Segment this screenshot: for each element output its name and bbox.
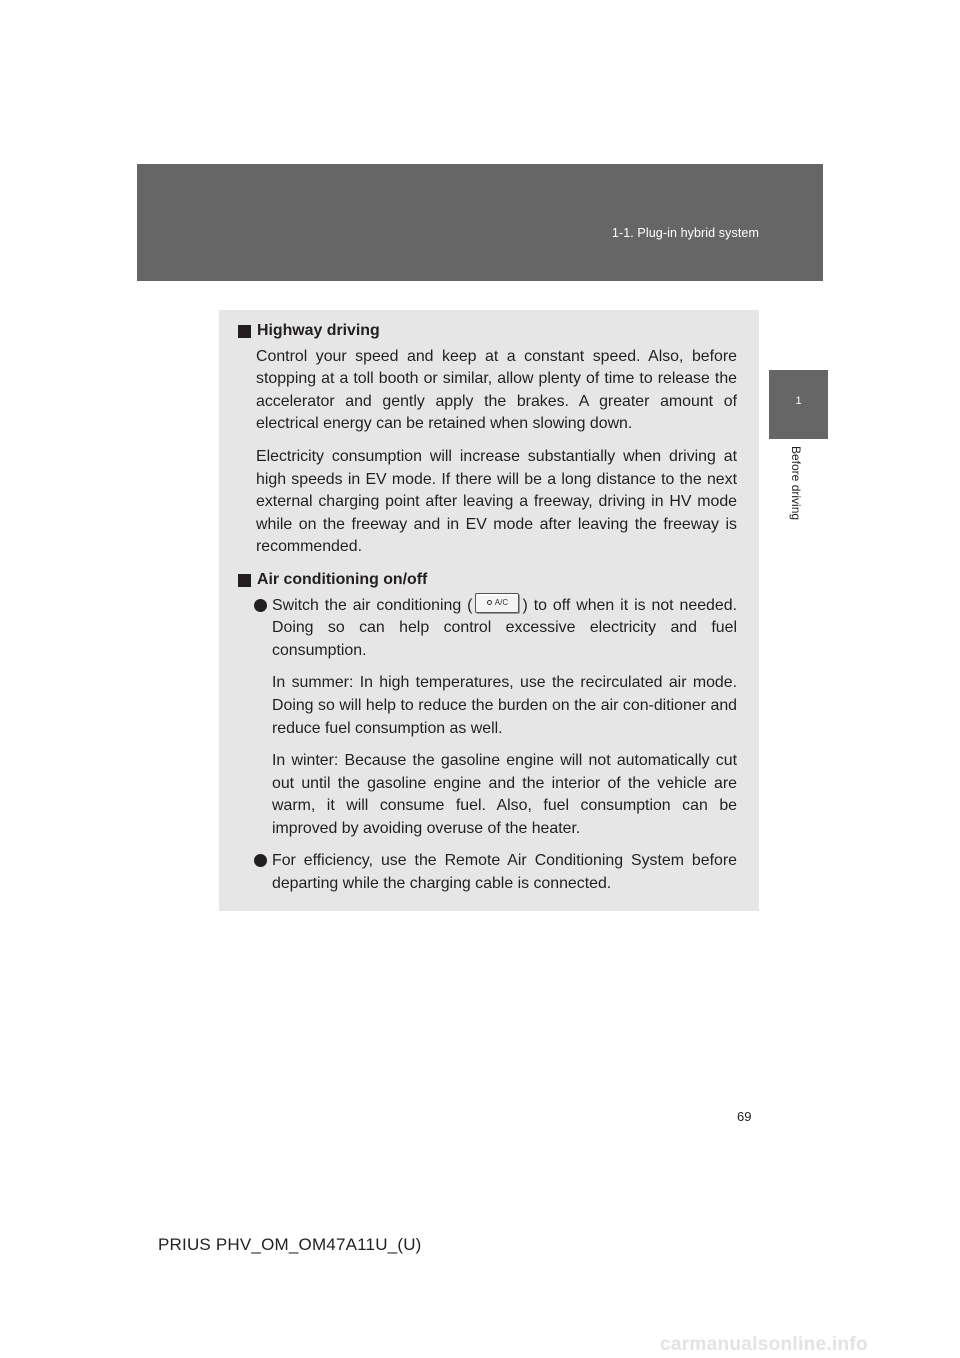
bullet-icon (254, 850, 272, 868)
highway-heading (237, 320, 737, 343)
ac-winter-paragraph: In winter: Because the gasoline engine will not automatically cut out until the gasoline engine and the interior of the vehicle are warm, it will consume fuel. Also, fuel consumption can be improved by avoiding overuse of the heater. (272, 752, 737, 837)
highway-title: Highway driving (257, 322, 380, 339)
ac-bullet-2 (254, 850, 737, 895)
page-number: 69 (737, 1109, 752, 1124)
section-title: 1-1. Plug-in hybrid system (611, 226, 759, 240)
chapter-label-text: Before driving (789, 446, 803, 521)
ac-bullet-1-before: Switch the air conditioning ( (272, 596, 473, 614)
document-code: PRIUS PHV_OM_OM47A11U_(U) (158, 1235, 422, 1254)
ac-button-label: A/C (494, 598, 509, 608)
ac-heading (237, 569, 737, 592)
square-bullet-icon (238, 574, 251, 587)
header-bar (137, 164, 823, 281)
square-bullet-icon (238, 325, 251, 338)
note-box (219, 310, 759, 911)
highway-paragraph-1: Control your speed and keep at a constant speed. Also, before stopping at a toll booth or similar, allow plenty of time to release the accelerator and gently apply the brakes. A greater amount of electrical energy can be retained when slowing down. (256, 347, 737, 433)
highway-paragraph-2: Electricity consumption will increase substantially when driving at high speeds in EV mode. If there will be a long distance to the next external charging point after leaving a freeway, driving in HV mode while on the freeway and in EV mode after leaving the freeway is recommended. (256, 447, 737, 556)
ac-summer-paragraph: In summer: In high temperatures, use the recirculated air mode. Doing so will help to reduce the burden on the air con-ditioner and reduce fuel consumption as well. (272, 674, 737, 737)
ac-bullet-1-text (272, 595, 737, 663)
chapter-tab[interactable] (769, 370, 828, 439)
ac-button-icon (475, 593, 519, 613)
ac-bullet-1 (254, 595, 737, 663)
chapter-number: 1 (795, 395, 802, 407)
note-content (237, 320, 737, 896)
chapter-label (785, 446, 807, 546)
indicator-led-icon (487, 600, 492, 605)
bullet-icon (254, 595, 272, 613)
ac-bullet-2-text: For efficiency, use the Remote Air Conditioning System before departing while the charging cable is connected. (272, 852, 737, 893)
watermark: carmanualsonline.info (660, 1334, 868, 1355)
ac-bullet-1-after: ) to off when it is not needed. Doing so can help control excessive electricity and fuel consumption. (272, 596, 737, 659)
ac-title: Air conditioning on/off (257, 570, 428, 588)
